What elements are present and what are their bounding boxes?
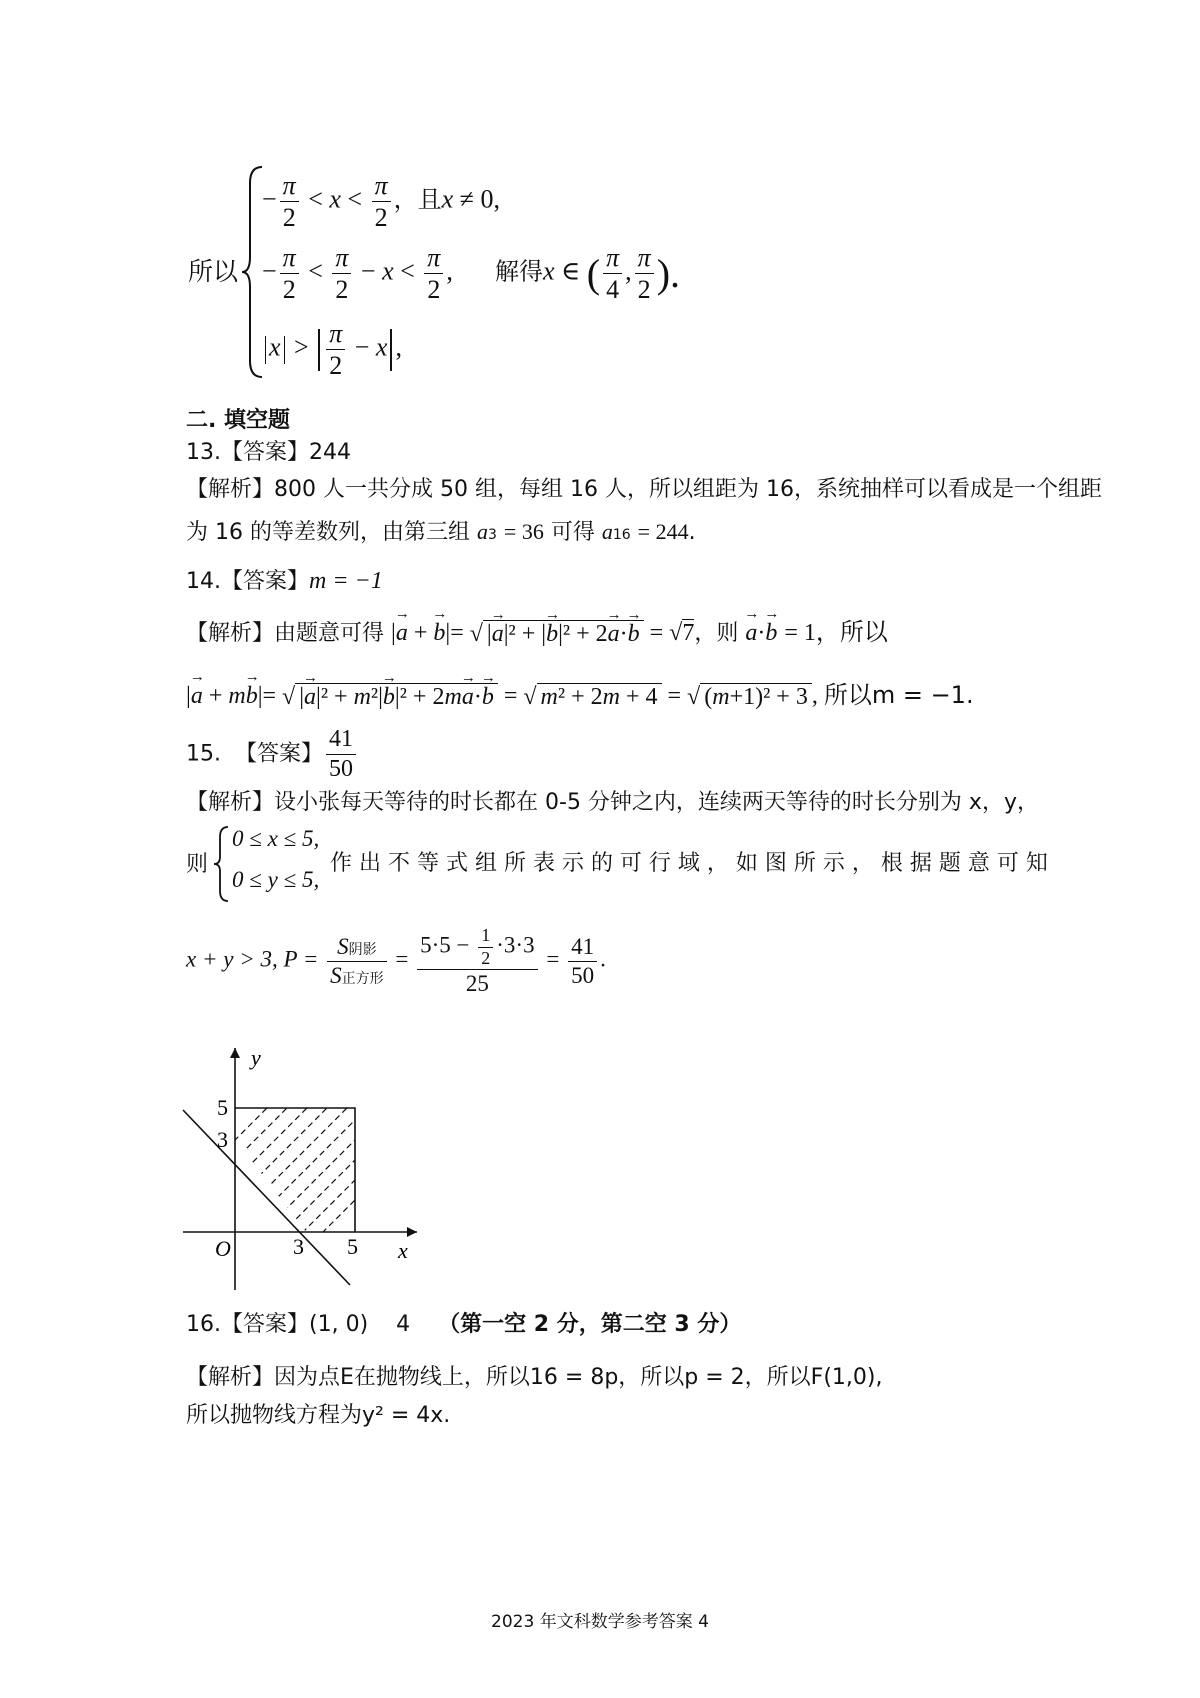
q14-analysis-line2: |→ a + m→ b|= √ |→ a|² + m²|→ b|² + 2m→ a·→ b = √ m² + 2m + 4 = √ (m+1)² + 3 , 所以m = −1. [186,675,974,711]
y-axis-label: y [251,1045,261,1070]
x-tick-5: 5 [347,1234,358,1259]
square-boundary [235,1108,355,1232]
y-axis-arrow-icon [230,1048,240,1058]
x-axis-label: x [398,1238,408,1263]
q15-brace [212,825,230,903]
q15-ineq2: 0 ≤ y ≤ 5, [232,867,320,892]
line-x-plus-y-eq-3 [183,1110,350,1285]
feasible-region-figure [175,1040,425,1290]
origin-label: O [215,1236,231,1261]
section-title: 二. 填空题 [186,408,291,433]
q13-analysis-line2: 为 16 的等差数列，由第三组 a3 = 36 可得 a16 = 244. [186,519,696,545]
system-row-1: − $\frac{\pi}{2}$ < x < $\frac{\pi}{2}$ ，且x ≠ 0, [262,171,500,233]
q16-answer-line: 16.【答案】(1, 0) 4 （第一空 2 分，第二空 3 分） [186,1312,742,1337]
q15-analysis-line1: 【解析】设小张每天等待的时长都在 0-5 分钟之内，连续两天等待的时长分别为 x，y， [186,790,1039,815]
q16-analysis-line1: 【解析】因为点E在抛物线上，所以16 = 8p，所以p = 2，所以F(1,0), [186,1365,883,1390]
system-prefix: 所以 [188,257,239,286]
page-footer: 2023 年文科数学参考答案 4 [491,1612,709,1632]
q15-answer-line: 15. 【答案】 $\frac{41}{50}$ [186,725,359,784]
q16-analysis-line2: 所以抛物线方程为y² = 4x. [186,1403,451,1428]
x-axis-arrow-icon [407,1227,417,1237]
q15-analysis-line2: 作 出 不 等 式 组 所 表 示 的 可 行 域 ， 如 图 所 示 ， 根 据 题 意 可 知 [330,851,1048,876]
system-row-2: − $\frac{\pi}{2}$ < $\frac{\pi}{2}$ − x < $\frac{\pi}{2}$ , [262,243,453,305]
hatching [175,1090,425,1240]
y-tick-3: 3 [217,1127,228,1152]
y-tick-5: 5 [217,1095,228,1120]
q15-probability-expr: x + y > 3, P = $\frac{\text{S阴影}}{\text{S正方形}}$ = 5·5 − $\frac{1}{2}$ ·3·3 25 = $\frac{41}{50}$ . [186,925,606,997]
q14-analysis-line1: 【解析】由题意可得 |→ a + → b|= √ |→ a|² + |→ b|² + 2→ a·→ b = √7，则 → a·→ b = 1，所以 [186,612,888,648]
system-solution: 解得x ∈ ( $\frac{\pi}{4}$ , $\frac{\pi}{2}$ ). [495,243,681,305]
x-tick-3: 3 [293,1234,304,1259]
system-row-3: x > $\frac{\pi}{2}$ − x , [262,318,402,381]
q13-analysis-line1: 【解析】800 人一共分成 50 组，每组 16 人，所以组距为 16，系统抽样可以看成是一个组距 [186,477,1102,502]
q14-answer-line: 14.【答案】m = −1 [186,568,383,594]
q15-ze: 则 [186,852,209,877]
q15-ineq1: 0 ≤ x ≤ 5, [232,826,320,851]
q13-answer-line: 13.【答案】244 [186,440,352,465]
